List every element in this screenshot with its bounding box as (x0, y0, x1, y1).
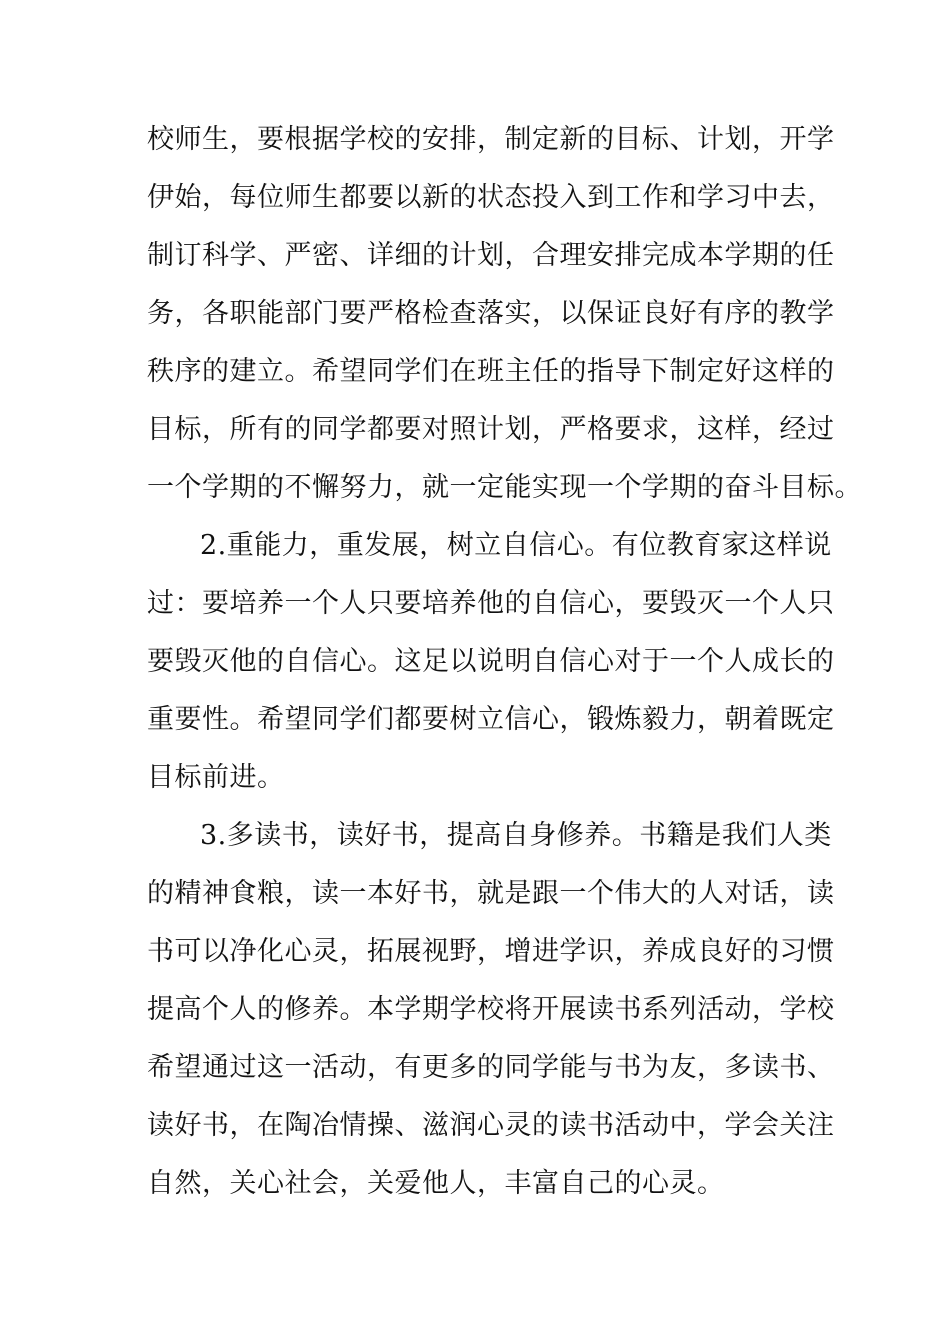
text-line: 校师生，要根据学校的安排，制定新的目标、计划，开学 (147, 124, 835, 155)
text-line: 自然，关心社会，关爱他人，丰富自己的心灵。 (147, 1168, 725, 1199)
text-line: 读好书，在陶冶情操、滋润心灵的读书活动中，学会关注 (147, 1110, 835, 1141)
text-line: 希望通过这一活动，有更多的同学能与书为友，多读书、 (147, 1052, 835, 1083)
paragraph-2-first-line: 2.重能力，重发展，树立自信心。有位教育家这样说 (200, 530, 832, 561)
text-line: 秩序的建立。希望同学们在班主任的指导下制定好这样的 (147, 356, 835, 387)
text-line: 一个学期的不懈努力，就一定能实现一个学期的奋斗目标。 (147, 472, 862, 503)
text-line: 目标，所有的同学都要对照计划，严格要求，这样，经过 (147, 414, 835, 445)
text-line: 制订科学、严密、详细的计划，合理安排完成本学期的任 (147, 240, 835, 271)
text-line: 提高个人的修养。本学期学校将开展读书系列活动，学校 (147, 994, 835, 1025)
text-line: 目标前进。 (147, 762, 285, 793)
paragraph-3-first-line: 3.多读书，读好书，提高自身修养。书籍是我们人类 (200, 820, 832, 851)
text-line: 务，各职能部门要严格检查落实，以保证良好有序的教学 (147, 298, 835, 329)
text-line: 书可以净化心灵，拓展视野，增进学识，养成良好的习惯 (147, 936, 835, 967)
text-line: 伊始，每位师生都要以新的状态投入到工作和学习中去， (147, 182, 835, 213)
text-line: 要毁灭他的自信心。这足以说明自信心对于一个人成长的 (147, 646, 835, 677)
text-line: 重要性。希望同学们都要树立信心，锻炼毅力，朝着既定 (147, 704, 835, 735)
text-line: 的精神食粮，读一本好书，就是跟一个伟大的人对话，读 (147, 878, 835, 909)
text-line: 过：要培养一个人只要培养他的自信心，要毁灭一个人只 (147, 588, 835, 619)
